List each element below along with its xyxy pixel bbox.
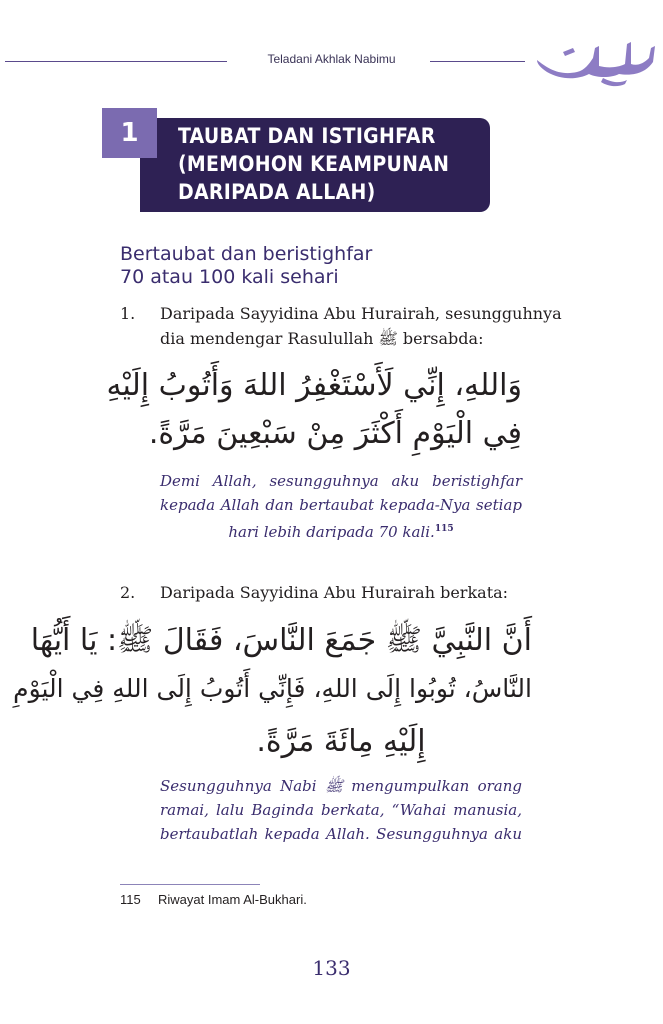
translation-line: Sesungguhnya Nabi ﷺ mengumpulkan orang <box>160 777 522 795</box>
arabic-hadith-line: وَاللهِ، إِنِّي لَأَسْتَغْفِرُ اللهَ وَأَتُوبُ إِلَيْهِ <box>106 368 522 403</box>
list-item-text-line: Daripada Sayyidina Abu Hurairah, sesungguhnya <box>160 304 562 323</box>
arabic-hadith-line: أَنَّ النَّبِيَّ ﷺ جَمَعَ النَّاسَ، فَقَالَ ﷺ: يَا أَيُّهَا <box>30 623 532 658</box>
arabic-hadith-line: النَّاسُ، تُوبُوا إِلَى اللهِ، فَإِنِّي أَتُوبُ إِلَى اللهِ فِي الْيَوْمِ <box>13 674 532 703</box>
footnote-number: 115 <box>120 892 141 907</box>
translation-line-text: hari lebih daripada 70 kali. <box>228 523 435 541</box>
footnote-text: Riwayat Imam Al-Bukhari. <box>158 892 307 907</box>
list-item-text-line: dia mendengar Rasulullah ﷺ bersabda: <box>160 329 484 348</box>
list-item-text <box>160 580 562 605</box>
translation-block <box>160 774 522 846</box>
translation-line-last <box>160 517 522 544</box>
section-subheading-line-2: 70 atau 100 kali sehari <box>120 266 339 288</box>
arabic-hadith-line: إِلَيْهِ مِائَةَ مَرَّةً. <box>256 724 426 759</box>
translation-line: Demi Allah, sesungguhnya aku beristighfar <box>160 472 522 490</box>
footnote-divider <box>120 884 260 885</box>
chapter-title-line-3: DARIPADA ALLAH) <box>178 180 376 204</box>
chapter-title-line-1: TAUBAT DAN ISTIGHFAR <box>178 124 436 148</box>
running-header-title: Teladani Akhlak Nabimu <box>267 52 396 66</box>
arabic-calligraphy-logo-icon <box>533 38 655 88</box>
chapter-number: 1 <box>102 108 157 158</box>
translation-block <box>160 469 522 544</box>
translation-line: ramai, lalu Baginda berkata, “Wahai manusia, <box>160 801 522 819</box>
arabic-hadith-line: فِي الْيَوْمِ أَكْثَرَ مِنْ سَبْعِينَ مَرَّةً. <box>148 416 522 451</box>
chapter-title-line-2: (MEMOHON KEAMPUNAN <box>178 152 450 176</box>
footnote-reference[interactable]: 115 <box>434 524 454 534</box>
page-number: 133 <box>312 956 351 980</box>
list-item-text <box>160 301 562 351</box>
list-item-text-line: Daripada Sayyidina Abu Hurairah berkata: <box>160 583 509 602</box>
header-rule-right <box>430 61 525 62</box>
section-subheading-line-1: Bertaubat dan beristighfar <box>120 243 373 265</box>
list-number: 1. <box>120 304 136 323</box>
list-number: 2. <box>120 583 136 602</box>
translation-line: bertaubatlah kepada Allah. Sesungguhnya aku <box>160 825 522 843</box>
translation-line: kepada Allah dan bertaubat kepada-Nya setiap <box>160 496 522 514</box>
